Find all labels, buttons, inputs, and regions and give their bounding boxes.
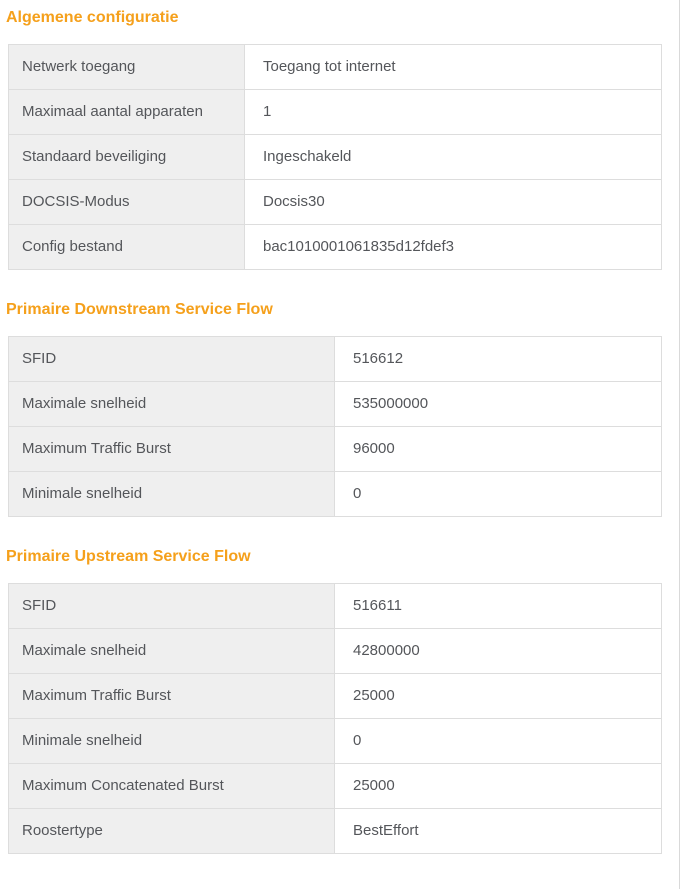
table-row bbox=[9, 337, 662, 382]
table-row bbox=[9, 472, 662, 517]
row-value-cell: 96000 bbox=[335, 427, 662, 472]
config-table bbox=[8, 336, 662, 517]
row-value-cell: BestEffort bbox=[335, 809, 662, 854]
config-sections bbox=[0, 8, 679, 854]
row-value-cell: 25000 bbox=[335, 764, 662, 809]
row-label-cell: Maximale snelheid bbox=[9, 382, 335, 427]
row-label-cell: Roostertype bbox=[9, 809, 335, 854]
row-value-cell: 535000000 bbox=[335, 382, 662, 427]
section-title: Primaire Upstream Service Flow bbox=[6, 548, 251, 565]
table-row bbox=[9, 584, 662, 629]
row-value-cell: Toegang tot internet bbox=[245, 45, 662, 90]
row-label-cell: Maximum Concatenated Burst bbox=[9, 764, 335, 809]
row-value-cell: 0 bbox=[335, 719, 662, 764]
table-row bbox=[9, 719, 662, 764]
table-row bbox=[9, 764, 662, 809]
table-row bbox=[9, 45, 662, 90]
table-row bbox=[9, 629, 662, 674]
row-label-cell: SFID bbox=[9, 584, 335, 629]
table-row bbox=[9, 90, 662, 135]
config-table bbox=[8, 583, 662, 854]
row-value-cell: Docsis30 bbox=[245, 180, 662, 225]
row-label-cell: Netwerk toegang bbox=[9, 45, 245, 90]
row-label-cell: SFID bbox=[9, 337, 335, 382]
table-row bbox=[9, 674, 662, 719]
config-section bbox=[0, 547, 679, 854]
config-section bbox=[0, 8, 679, 270]
row-label-cell: Minimale snelheid bbox=[9, 472, 335, 517]
table-row bbox=[9, 809, 662, 854]
table-row bbox=[9, 135, 662, 180]
row-label-cell: Maximaal aantal apparaten bbox=[9, 90, 245, 135]
row-label-cell: Standaard beveiliging bbox=[9, 135, 245, 180]
row-label-cell: Config bestand bbox=[9, 225, 245, 270]
row-value-cell: 0 bbox=[335, 472, 662, 517]
table-row bbox=[9, 382, 662, 427]
row-label-cell: Minimale snelheid bbox=[9, 719, 335, 764]
row-label-cell: Maximum Traffic Burst bbox=[9, 427, 335, 472]
config-section bbox=[0, 300, 679, 517]
row-label-cell: Maximale snelheid bbox=[9, 629, 335, 674]
row-label-cell: Maximum Traffic Burst bbox=[9, 674, 335, 719]
section-title: Primaire Downstream Service Flow bbox=[6, 301, 273, 318]
table-row bbox=[9, 180, 662, 225]
table-row bbox=[9, 427, 662, 472]
section-title: Algemene configuratie bbox=[6, 9, 179, 26]
config-table bbox=[8, 44, 662, 270]
row-value-cell: Ingeschakeld bbox=[245, 135, 662, 180]
row-value-cell: 516611 bbox=[335, 584, 662, 629]
row-value-cell: 25000 bbox=[335, 674, 662, 719]
row-value-cell: bac1010001061835d12fdef3 bbox=[245, 225, 662, 270]
row-value-cell: 42800000 bbox=[335, 629, 662, 674]
row-label-cell: DOCSIS-Modus bbox=[9, 180, 245, 225]
table-row bbox=[9, 225, 662, 270]
row-value-cell: 1 bbox=[245, 90, 662, 135]
row-value-cell: 516612 bbox=[335, 337, 662, 382]
